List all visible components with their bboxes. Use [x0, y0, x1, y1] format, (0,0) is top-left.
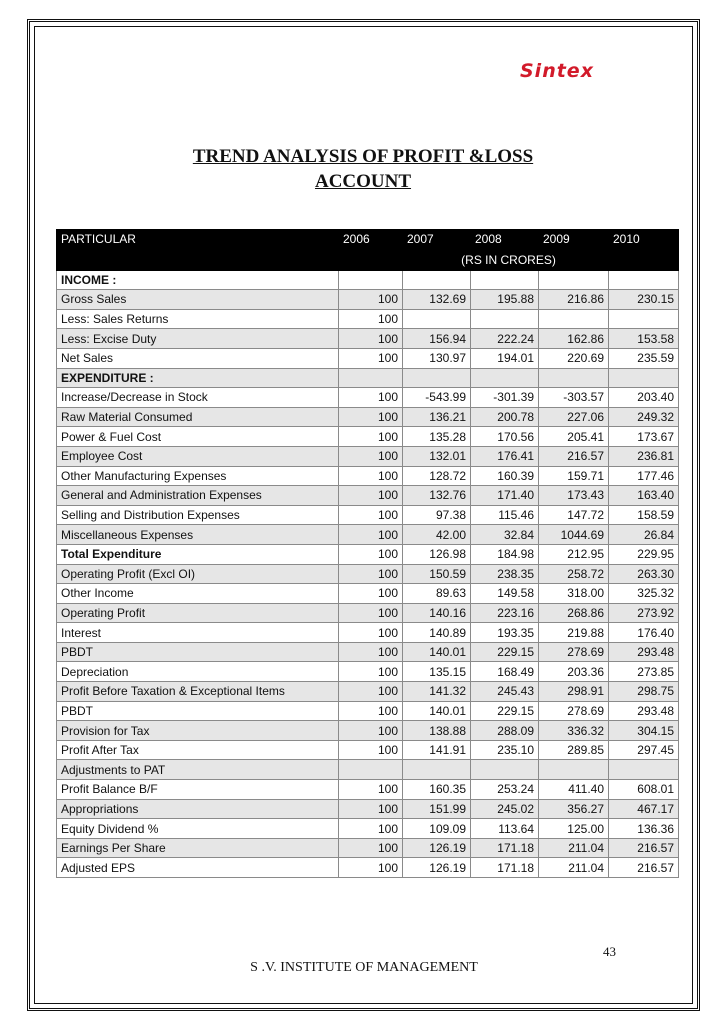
header-row: [57, 230, 679, 250]
row-value: 100: [339, 721, 403, 741]
row-value: 268.86: [539, 603, 609, 623]
row-label: Appropriations: [57, 799, 339, 819]
table-row: [57, 682, 679, 702]
unit-row: [57, 249, 679, 270]
row-value: 273.85: [609, 662, 679, 682]
row-value: 293.48: [609, 701, 679, 721]
row-value: 229.15: [471, 642, 539, 662]
row-value: 235.59: [609, 348, 679, 368]
row-value: 273.92: [609, 603, 679, 623]
header-year-2009: 2009: [539, 230, 609, 250]
row-value: 100: [339, 544, 403, 564]
row-value: 298.75: [609, 682, 679, 702]
row-value: 97.38: [403, 505, 471, 525]
row-value: 100: [339, 838, 403, 858]
row-label: Less: Excise Duty: [57, 329, 339, 349]
row-value: 126.19: [403, 838, 471, 858]
row-value: 140.01: [403, 701, 471, 721]
row-label: PBDT: [57, 642, 339, 662]
row-value: 113.64: [471, 819, 539, 839]
table-row: [57, 721, 679, 741]
row-label: Adjustments to PAT: [57, 760, 339, 780]
row-value: 278.69: [539, 701, 609, 721]
row-label: Less: Sales Returns: [57, 309, 339, 329]
row-value: 150.59: [403, 564, 471, 584]
row-value: 288.09: [471, 721, 539, 741]
row-value: 136.21: [403, 407, 471, 427]
row-value: 160.39: [471, 466, 539, 486]
row-value: 223.16: [471, 603, 539, 623]
row-value: 32.84: [471, 525, 539, 545]
row-value: 336.32: [539, 721, 609, 741]
row-label: Power & Fuel Cost: [57, 427, 339, 447]
table-row: [57, 838, 679, 858]
row-value: [403, 309, 471, 329]
row-value: 219.88: [539, 623, 609, 643]
row-value: 130.97: [403, 348, 471, 368]
row-value: 222.24: [471, 329, 539, 349]
row-value: [609, 309, 679, 329]
row-value: 227.06: [539, 407, 609, 427]
row-value: 100: [339, 780, 403, 800]
row-value: -303.57: [539, 388, 609, 408]
row-value: 136.36: [609, 819, 679, 839]
row-value: 100: [339, 799, 403, 819]
row-value: 126.19: [403, 858, 471, 878]
row-value: 193.35: [471, 623, 539, 643]
row-value: 100: [339, 348, 403, 368]
page-title: [120, 144, 606, 194]
row-value: 135.28: [403, 427, 471, 447]
table-row: [57, 819, 679, 839]
row-value: 184.98: [471, 544, 539, 564]
row-value: 100: [339, 427, 403, 447]
row-value: 212.95: [539, 544, 609, 564]
trend-table: [56, 229, 679, 878]
row-value: 304.15: [609, 721, 679, 741]
row-value: 100: [339, 642, 403, 662]
table-row: [57, 584, 679, 604]
row-value: [403, 270, 471, 290]
header-year-2007: 2007: [403, 230, 471, 250]
table-row: [57, 799, 679, 819]
row-value: 263.30: [609, 564, 679, 584]
row-label: Interest: [57, 623, 339, 643]
row-value: 203.36: [539, 662, 609, 682]
row-value: 318.00: [539, 584, 609, 604]
page-number: 43: [603, 944, 616, 959]
row-value: 100: [339, 584, 403, 604]
row-value: [339, 760, 403, 780]
row-value: [539, 270, 609, 290]
table-row: [57, 564, 679, 584]
row-value: 132.76: [403, 486, 471, 506]
row-label: Operating Profit (Excl OI): [57, 564, 339, 584]
row-label: Adjusted EPS: [57, 858, 339, 878]
row-value: [539, 309, 609, 329]
table-row: [57, 348, 679, 368]
row-value: 140.16: [403, 603, 471, 623]
table-row: [57, 623, 679, 643]
row-value: 140.01: [403, 642, 471, 662]
table-row: [57, 701, 679, 721]
row-value: 100: [339, 505, 403, 525]
row-value: 100: [339, 858, 403, 878]
row-value: 100: [339, 290, 403, 310]
sintex-logo: Sintex: [520, 60, 594, 82]
row-value: 100: [339, 564, 403, 584]
row-value: 89.63: [403, 584, 471, 604]
row-label: Equity Dividend %: [57, 819, 339, 839]
row-value: [339, 368, 403, 388]
row-value: 128.72: [403, 466, 471, 486]
row-value: 100: [339, 623, 403, 643]
row-label: PBDT: [57, 701, 339, 721]
row-value: 156.94: [403, 329, 471, 349]
row-value: 205.41: [539, 427, 609, 447]
table-row: [57, 466, 679, 486]
row-value: 168.49: [471, 662, 539, 682]
title-line-1: TREND ANALYSIS OF PROFIT &LOSS: [192, 146, 534, 167]
row-value: 194.01: [471, 348, 539, 368]
table-row: [57, 270, 679, 290]
row-label: Operating Profit: [57, 603, 339, 623]
row-value: [339, 270, 403, 290]
row-label: Employee Cost: [57, 446, 339, 466]
row-value: 230.15: [609, 290, 679, 310]
table-row: [57, 446, 679, 466]
row-value: 171.18: [471, 838, 539, 858]
title-line-2: ACCOUNT: [314, 171, 412, 192]
row-label: Earnings Per Share: [57, 838, 339, 858]
row-value: 293.48: [609, 642, 679, 662]
row-label: Depreciation: [57, 662, 339, 682]
row-label: INCOME :: [57, 270, 339, 290]
row-value: 236.81: [609, 446, 679, 466]
row-value: 160.35: [403, 780, 471, 800]
header-particular: PARTICULAR: [57, 230, 339, 250]
row-value: -543.99: [403, 388, 471, 408]
row-value: 170.56: [471, 427, 539, 447]
row-value: 163.40: [609, 486, 679, 506]
row-value: 138.88: [403, 721, 471, 741]
row-value: -301.39: [471, 388, 539, 408]
row-value: 229.15: [471, 701, 539, 721]
row-value: 100: [339, 329, 403, 349]
row-value: 100: [339, 309, 403, 329]
unit-label: (RS IN CRORES): [339, 249, 679, 270]
row-value: 147.72: [539, 505, 609, 525]
table-row: [57, 858, 679, 878]
row-label: Total Expenditure: [57, 544, 339, 564]
row-value: 200.78: [471, 407, 539, 427]
row-value: 211.04: [539, 838, 609, 858]
row-value: 100: [339, 446, 403, 466]
table-row: [57, 525, 679, 545]
row-value: 100: [339, 466, 403, 486]
row-value: 356.27: [539, 799, 609, 819]
row-value: 140.89: [403, 623, 471, 643]
row-value: 216.57: [609, 838, 679, 858]
row-value: 289.85: [539, 740, 609, 760]
row-label: Gross Sales: [57, 290, 339, 310]
row-label: Provision for Tax: [57, 721, 339, 741]
row-value: 298.91: [539, 682, 609, 702]
table-row: [57, 760, 679, 780]
row-label: Net Sales: [57, 348, 339, 368]
row-value: 100: [339, 407, 403, 427]
table-row: [57, 368, 679, 388]
row-value: 100: [339, 682, 403, 702]
row-label: Raw Material Consumed: [57, 407, 339, 427]
row-label: Profit Before Taxation & Exceptional Items: [57, 682, 339, 702]
row-value: 216.57: [539, 446, 609, 466]
row-value: 126.98: [403, 544, 471, 564]
row-value: 162.86: [539, 329, 609, 349]
header-year-2010: 2010: [609, 230, 679, 250]
row-label: EXPENDITURE :: [57, 368, 339, 388]
row-value: 171.18: [471, 858, 539, 878]
row-value: 176.40: [609, 623, 679, 643]
row-value: 125.00: [539, 819, 609, 839]
row-value: [539, 760, 609, 780]
table-row: [57, 486, 679, 506]
row-value: 278.69: [539, 642, 609, 662]
row-value: 238.35: [471, 564, 539, 584]
row-value: 177.46: [609, 466, 679, 486]
row-label: Increase/Decrease in Stock: [57, 388, 339, 408]
row-value: 467.17: [609, 799, 679, 819]
row-label: Other Manufacturing Expenses: [57, 466, 339, 486]
table-row: [57, 407, 679, 427]
row-value: 245.02: [471, 799, 539, 819]
row-value: [471, 368, 539, 388]
row-value: [609, 760, 679, 780]
row-value: [471, 309, 539, 329]
row-value: 1044.69: [539, 525, 609, 545]
row-value: 245.43: [471, 682, 539, 702]
row-value: [403, 760, 471, 780]
row-value: [539, 368, 609, 388]
row-value: 159.71: [539, 466, 609, 486]
unit-blank: [57, 249, 339, 270]
footer-institute: S .V. INSTITUTE OF MANAGEMENT: [250, 960, 478, 975]
row-value: 411.40: [539, 780, 609, 800]
row-value: 258.72: [539, 564, 609, 584]
table-row: [57, 603, 679, 623]
table-row: [57, 427, 679, 447]
table-row: [57, 505, 679, 525]
row-value: 109.09: [403, 819, 471, 839]
row-value: [471, 760, 539, 780]
row-value: 216.57: [609, 858, 679, 878]
row-value: 26.84: [609, 525, 679, 545]
row-value: 141.91: [403, 740, 471, 760]
table-row: [57, 290, 679, 310]
table-body: [57, 270, 679, 877]
row-value: 325.32: [609, 584, 679, 604]
row-value: 203.40: [609, 388, 679, 408]
row-value: 608.01: [609, 780, 679, 800]
row-value: 158.59: [609, 505, 679, 525]
row-value: 135.15: [403, 662, 471, 682]
row-label: Profit Balance B/F: [57, 780, 339, 800]
row-label: Profit After Tax: [57, 740, 339, 760]
table-row: [57, 740, 679, 760]
row-value: [609, 270, 679, 290]
row-value: 100: [339, 486, 403, 506]
row-value: 153.58: [609, 329, 679, 349]
row-value: 100: [339, 388, 403, 408]
row-value: 176.41: [471, 446, 539, 466]
row-value: [471, 270, 539, 290]
table-row: [57, 544, 679, 564]
row-label: General and Administration Expenses: [57, 486, 339, 506]
table-row: [57, 780, 679, 800]
table-row: [57, 642, 679, 662]
row-value: 115.46: [471, 505, 539, 525]
row-value: 151.99: [403, 799, 471, 819]
header-year-2006: 2006: [339, 230, 403, 250]
row-value: 100: [339, 525, 403, 545]
row-value: 229.95: [609, 544, 679, 564]
row-value: 132.69: [403, 290, 471, 310]
table-row: [57, 309, 679, 329]
row-value: 42.00: [403, 525, 471, 545]
table-row: [57, 329, 679, 349]
row-value: [609, 368, 679, 388]
row-value: 100: [339, 740, 403, 760]
row-label: Miscellaneous Expenses: [57, 525, 339, 545]
row-value: 297.45: [609, 740, 679, 760]
table-row: [57, 388, 679, 408]
row-value: 235.10: [471, 740, 539, 760]
row-value: 100: [339, 662, 403, 682]
row-value: 173.67: [609, 427, 679, 447]
row-value: 132.01: [403, 446, 471, 466]
row-value: 211.04: [539, 858, 609, 878]
row-value: [403, 368, 471, 388]
row-value: 249.32: [609, 407, 679, 427]
row-value: 173.43: [539, 486, 609, 506]
row-value: 253.24: [471, 780, 539, 800]
row-value: 216.86: [539, 290, 609, 310]
row-value: 100: [339, 819, 403, 839]
row-value: 171.40: [471, 486, 539, 506]
row-value: 220.69: [539, 348, 609, 368]
row-value: 100: [339, 701, 403, 721]
row-label: Other Income: [57, 584, 339, 604]
row-value: 149.58: [471, 584, 539, 604]
header-year-2008: 2008: [471, 230, 539, 250]
row-value: 141.32: [403, 682, 471, 702]
row-value: 195.88: [471, 290, 539, 310]
table-row: [57, 662, 679, 682]
row-label: Selling and Distribution Expenses: [57, 505, 339, 525]
row-value: 100: [339, 603, 403, 623]
